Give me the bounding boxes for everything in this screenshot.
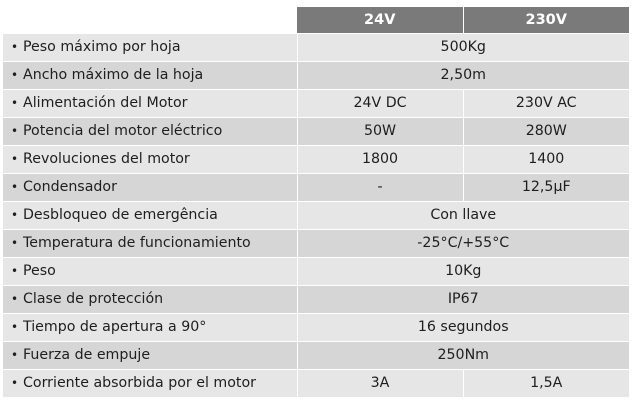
row-label: Ancho máximo de la hoja — [23, 67, 204, 83]
row-label: Peso máximo por hoja — [23, 39, 181, 55]
bullet-icon: • — [11, 320, 19, 334]
specifications-table — [3, 7, 629, 398]
row-label-cell — [3, 145, 297, 173]
row-value: 500Kg — [297, 33, 629, 61]
row-label: Alimentación del Motor — [23, 95, 188, 111]
table-row — [3, 33, 629, 61]
row-value-230v: 1400 — [463, 145, 629, 173]
row-label-cell — [3, 117, 297, 145]
table-body — [3, 33, 629, 397]
row-label-cell — [3, 61, 297, 89]
header-row — [3, 7, 629, 33]
bullet-icon: • — [11, 124, 19, 138]
row-label-cell — [3, 33, 297, 61]
row-value-24v: 24V DC — [297, 89, 463, 117]
bullet-icon: • — [11, 68, 19, 82]
row-label-cell — [3, 285, 297, 313]
row-value-230v: 230V AC — [463, 89, 629, 117]
row-value: -25°C/+55°C — [297, 229, 629, 257]
row-label: Corriente absorbida por el motor — [23, 375, 257, 391]
row-value-24v: 50W — [297, 117, 463, 145]
bullet-icon: • — [11, 292, 19, 306]
bullet-icon: • — [11, 180, 19, 194]
row-label-cell — [3, 229, 297, 257]
row-label-cell — [3, 313, 297, 341]
row-label: Peso — [23, 263, 56, 279]
table-row — [3, 229, 629, 257]
bullet-icon: • — [11, 152, 19, 166]
row-value: 10Kg — [297, 257, 629, 285]
table-row — [3, 89, 629, 117]
table-row — [3, 61, 629, 89]
row-label: Temperatura de funcionamiento — [23, 235, 251, 251]
bullet-icon: • — [11, 348, 19, 362]
row-label-cell — [3, 89, 297, 117]
row-value: 250Nm — [297, 341, 629, 369]
row-label-cell — [3, 257, 297, 285]
bullet-icon: • — [11, 236, 19, 250]
table-row — [3, 145, 629, 173]
table-row — [3, 313, 629, 341]
table-row — [3, 117, 629, 145]
row-value: Con llave — [297, 201, 629, 229]
row-value-230v: 1,5A — [463, 369, 629, 397]
row-value-230v: 280W — [463, 117, 629, 145]
row-label-cell — [3, 173, 297, 201]
row-label: Condensador — [23, 179, 117, 195]
row-label-cell — [3, 201, 297, 229]
bullet-icon: • — [11, 96, 19, 110]
table-row — [3, 369, 629, 397]
table-row — [3, 201, 629, 229]
bullet-icon: • — [11, 376, 19, 390]
table-row — [3, 285, 629, 313]
row-label-cell — [3, 341, 297, 369]
table-row — [3, 173, 629, 201]
row-value-24v: 3A — [297, 369, 463, 397]
bullet-icon: • — [11, 40, 19, 54]
header-blank-cell — [3, 7, 297, 33]
row-value-230v: 12,5µF — [463, 173, 629, 201]
row-label: Revoluciones del motor — [23, 151, 190, 167]
bullet-icon: • — [11, 264, 19, 278]
table-row — [3, 341, 629, 369]
row-label-cell — [3, 369, 297, 397]
header-24v: 24V — [297, 7, 463, 33]
row-value: 2,50m — [297, 61, 629, 89]
row-label: Fuerza de empuje — [23, 347, 151, 363]
row-label: Tiempo de apertura a 90° — [23, 319, 207, 335]
bullet-icon: • — [11, 208, 19, 222]
row-value-24v: 1800 — [297, 145, 463, 173]
header-230v: 230V — [463, 7, 629, 33]
row-value-24v: - — [297, 173, 463, 201]
row-value: 16 segundos — [297, 313, 629, 341]
row-label: Desbloqueo de emergência — [23, 207, 218, 223]
row-label: Potencia del motor eléctrico — [23, 123, 223, 139]
table-header — [3, 7, 629, 33]
table-row — [3, 257, 629, 285]
row-label: Clase de protección — [23, 291, 164, 307]
row-value: IP67 — [297, 285, 629, 313]
